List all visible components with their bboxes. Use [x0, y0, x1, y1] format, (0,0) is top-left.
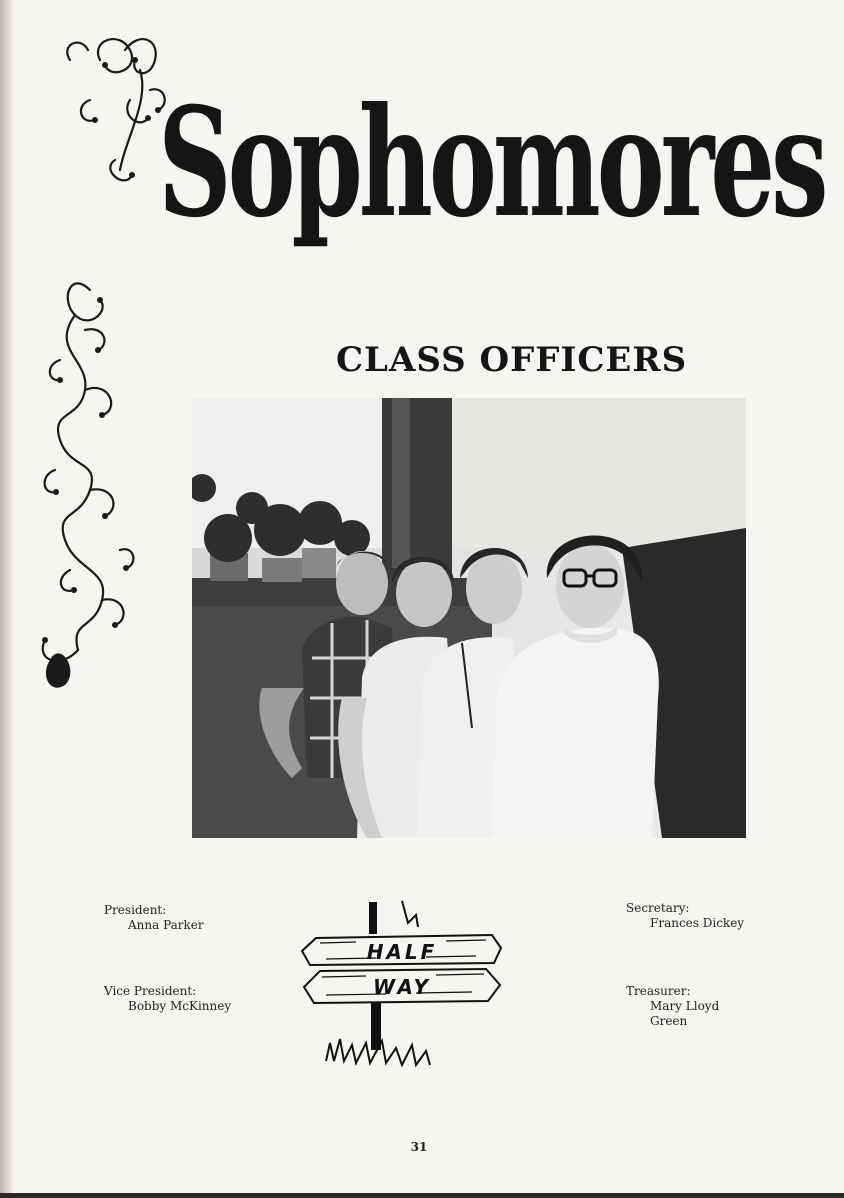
wooden-signpost-icon	[296, 893, 508, 1083]
officer-role-label: Secretary:	[626, 901, 690, 915]
sign-line-2: WAY	[372, 975, 432, 999]
page-number: 31	[410, 1140, 428, 1154]
officer-secretary	[626, 901, 744, 931]
officer-name: Bobby McKinney	[128, 999, 232, 1013]
officer-role-label: Vice President:	[104, 984, 197, 998]
officer-role-label: President:	[104, 903, 167, 917]
page-title-block	[40, 30, 825, 350]
officer-name: Mary Lloyd	[650, 999, 720, 1013]
officer-name: Anna Parker	[128, 918, 204, 932]
section-subtitle: CLASS OFFICERS	[336, 340, 688, 380]
class-officers-photo	[192, 398, 746, 838]
officer-role-label: Treasurer:	[626, 984, 691, 998]
officer-treasurer	[626, 984, 719, 1029]
page-binding-edge	[0, 0, 14, 1198]
officer-vice-president	[104, 984, 231, 1014]
page-title: Sophomores	[158, 75, 825, 251]
officer-name: Frances Dickey	[650, 916, 745, 930]
officer-name-continued: Green	[650, 1014, 688, 1028]
page-bottom-edge	[0, 1193, 844, 1198]
officer-president	[104, 903, 204, 933]
sign-line-1: HALF	[366, 940, 438, 964]
